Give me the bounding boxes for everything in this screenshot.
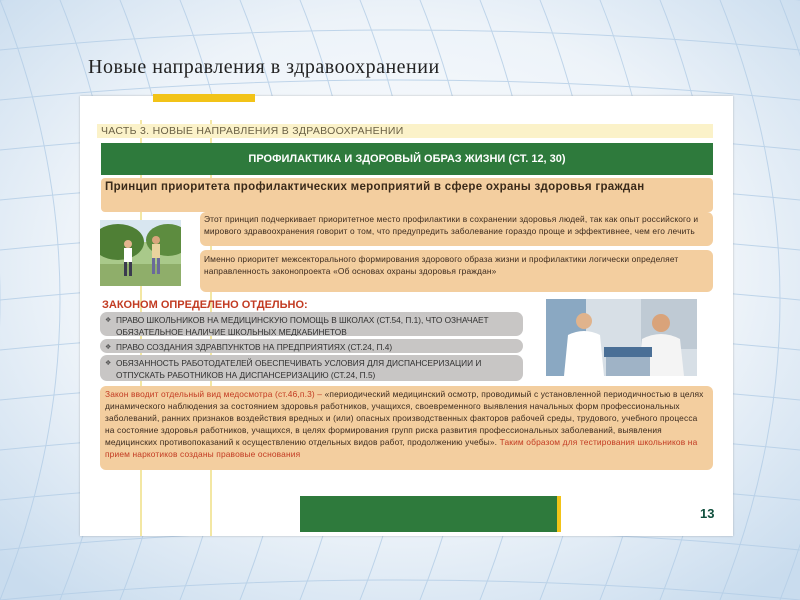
principle-text: Этот принцип подчеркивает приоритетное место профилактики в сохранении здоровья людей, так как опыт российского и мирового здравоохранения говорит о том, что предупредить заболевание гораздо проще и эффективнее, чем его лечить (204, 214, 699, 236)
law-heading: ЗАКОНОМ ОПРЕДЕЛЕНО ОТДЕЛЬНО: (102, 299, 308, 311)
medical-exam-photo (546, 299, 697, 376)
medical-exam-text: Закон вводит отдельный вид медосмотра (ст.46,п.3) – «периодический медицинский осмотр, проводимый с установленной периодичностью в целях динамического наблюдения за состоянием здоровья работников, учащихся, своевременного выявления начальных форм профессиональных заболеваний, ранних признаков воздействия вредных и (или) опасных производственных факторов рабочей среды, трудового, учебного процесса на состояние здоровья работников, учащихся, в целях формирования групп риска развития профессиональных заболеваний, выявления медицинских противопоказаний к осуществлению отдельных видов работ, продолжению учебы». Таким образом для тестирования школьников на прием наркотиков созданы правовые основания (105, 389, 704, 459)
law-item: ❖ ОБЯЗАННОСТЬ РАБОТОДАТЕЛЕЙ ОБЕСПЕЧИВАТЬ УСЛОВИЯ ДЛЯ ДИСПАНСЕРИЗАЦИИ И ОТПУСКАТЬ РАБОТНИКОВ НА ДИСПАНСЕРИЗАЦИЮ (СТ.24, П.5) (100, 355, 523, 381)
part-label: ЧАСТЬ 3. НОВЫЕ НАПРАВЛЕНИЯ В ЗДРАВООХРАНЕНИИ (97, 124, 713, 138)
arrow-bullet-icon: ❖ (105, 344, 112, 351)
arrow-bullet-icon: ❖ (105, 360, 112, 367)
medical-exam-text-box (100, 386, 713, 470)
slide (80, 96, 733, 536)
intersectoral-text: Именно приоритет межсекторального формирования здорового образа жизни и профилактики логически определяет направленность законопроекта «Об основах охраны здоровья граждан» (204, 254, 679, 276)
jogging-photo (100, 220, 181, 286)
law-item: ❖ ПРАВО СОЗДАНИЯ ЗДРАВПУНКТОВ НА ПРЕДПРИЯТИЯХ (СТ.24, П.4) (100, 339, 523, 353)
footer-green-bar (300, 496, 557, 532)
top-accent-bar (153, 94, 255, 102)
intersectoral-text-box (200, 250, 713, 292)
principle-title: Принцип приоритета профилактических мероприятий в сфере охраны здоровья граждан (101, 178, 713, 212)
law-item: ❖ ПРАВО ШКОЛЬНИКОВ НА МЕДИЦИНСКУЮ ПОМОЩЬ В ШКОЛАХ (СТ.54, П.1), ЧТО ОЗНАЧАЕТ ОБЯЗАТЕЛЬНОЕ НАЛИЧИЕ ШКОЛЬНЫХ МЕДКАБИНЕТОВ (100, 312, 523, 336)
page-title: Новые направления в здравоохранении (88, 56, 440, 78)
principle-text-box (200, 212, 713, 246)
section-banner: ПРОФИЛАКТИКА И ЗДОРОВЫЙ ОБРАЗ ЖИЗНИ (СТ. 12, 30) (101, 143, 713, 175)
footer-yellow-bar (557, 496, 561, 532)
page-number: 13 (700, 506, 715, 521)
arrow-bullet-icon: ❖ (105, 317, 112, 324)
